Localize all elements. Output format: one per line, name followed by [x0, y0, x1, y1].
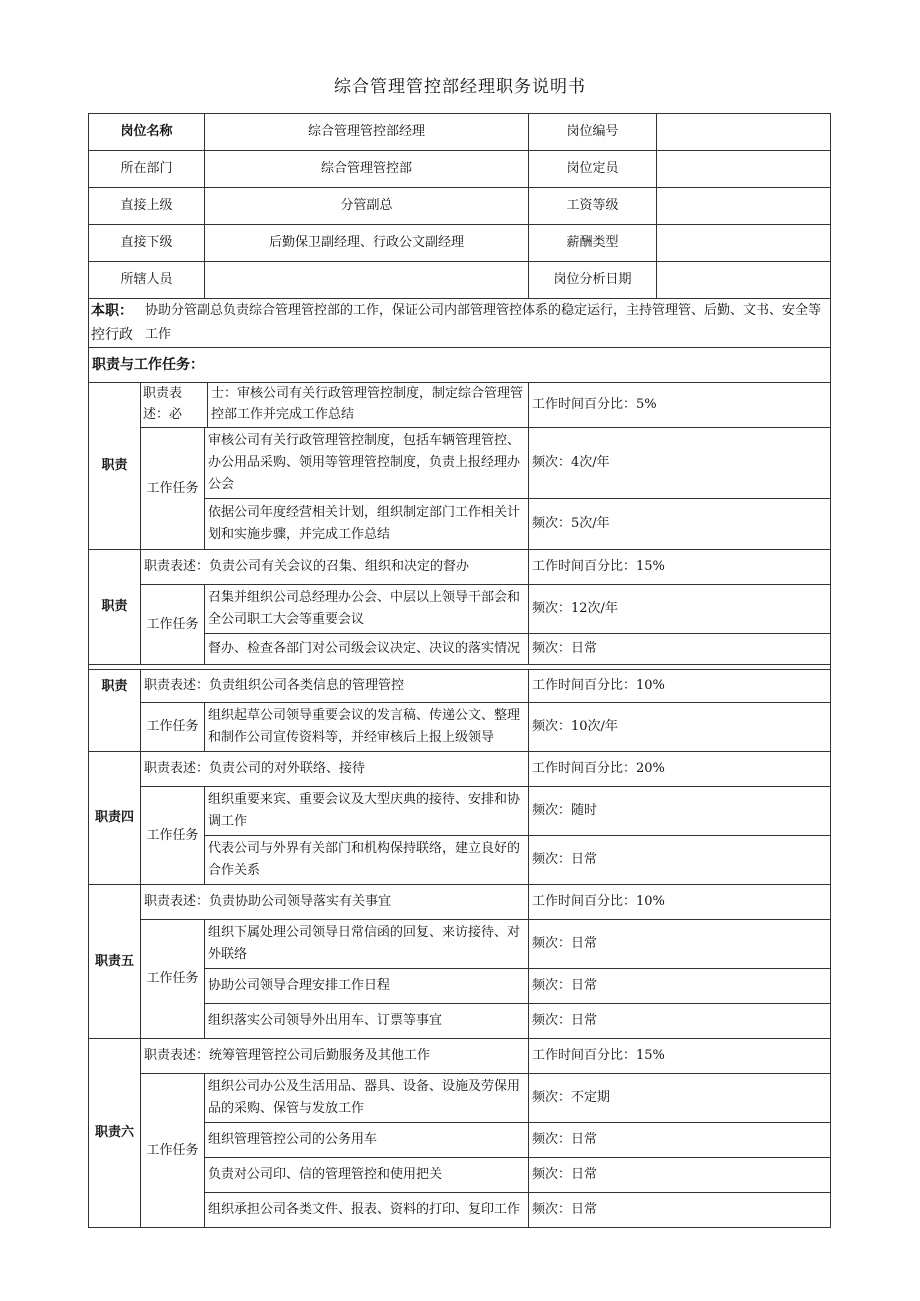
- duty-5-name: 职责五: [89, 885, 141, 1039]
- label-position-name: 岗位名称: [89, 114, 205, 151]
- duty-6-desc: 职责表述：统筹管理管控公司后勤服务及其他工作: [141, 1039, 529, 1074]
- duty-2-percent: 工作时间百分比：15%: [529, 550, 831, 585]
- benzhi-cell: [89, 299, 831, 348]
- value-direct-superior: 分管副总: [205, 188, 529, 225]
- duty-5-desc-row: [89, 885, 831, 920]
- duty-2-task-label: 工作任务: [141, 585, 205, 665]
- duty-6-task-3-freq: 频次：日常: [529, 1158, 831, 1193]
- duty-5-task-2-text: 协助公司领导合理安排工作日程: [205, 969, 529, 1004]
- duty-2-task-2-text: 督办、检查各部门对公司级会议决定、决议的落实情况: [205, 634, 529, 665]
- duty-5-task-1-row: [89, 920, 831, 969]
- duty-5-task-label: 工作任务: [141, 920, 205, 1039]
- section-title-row: [89, 348, 831, 383]
- duty-1-task-1-row: [89, 428, 831, 499]
- duty-1-desc-row: [89, 383, 831, 428]
- duty-2-task-1-freq: 频次：12次/年: [529, 585, 831, 634]
- duty-1-task-1-text: 审核公司有关行政管理管控制度，包括车辆管理管控、办公用品采购、领用等管理管控制度，负责上报经理办公会: [205, 428, 529, 499]
- duty-3-task-1-freq: 频次：10次/年: [529, 703, 831, 752]
- value-staff: [205, 262, 529, 299]
- duty-6-task-1-row: [89, 1074, 831, 1123]
- duty-1-desc-cell: [141, 383, 529, 428]
- value-salary-grade: [657, 188, 831, 225]
- duty-1-task-1-freq: 频次：4次/年: [529, 428, 831, 499]
- document-title: 综合管理管控部经理职务说明书: [334, 77, 586, 97]
- label-headcount: 岗位定员: [529, 151, 657, 188]
- duty-2-name: 职责: [89, 550, 141, 665]
- section-title: 职责与工作任务：: [89, 348, 831, 383]
- benzhi-label: 本职：: [91, 303, 133, 319]
- duty-6-task-2-text: 组织管理管控公司的公务用车: [205, 1123, 529, 1158]
- duty-2-desc: 职责表述：负责公司有关会议的召集、组织和决定的督办: [141, 550, 529, 585]
- duty-2-task-1-text: 召集并组织公司总经理办公会、中层以上领导干部会和全公司职工大会等重要会议: [205, 585, 529, 634]
- duty-1-task-2-freq: 频次：5次/年: [529, 499, 831, 550]
- job-description-table: [88, 113, 831, 1228]
- duty-1-desc-text: 士：审核公司有关行政管理管控制度，制定综合管理管控部工作并完成工作总结: [211, 386, 524, 422]
- duty-1-desc-label: 职责表述：必: [141, 383, 208, 427]
- duty-5-task-3-text: 组织落实公司领导外出用车、订票等事宜: [205, 1004, 529, 1039]
- label-salary-grade: 工资等级: [529, 188, 657, 225]
- header-row-subordinate: [89, 225, 831, 262]
- duty-6-task-3-text: 负责对公司印、信的管理管控和使用把关: [205, 1158, 529, 1193]
- duty-6-task-1-freq: 频次：不定期: [529, 1074, 831, 1123]
- header-row-staff: [89, 262, 831, 299]
- duty-6-task-4-text: 组织承担公司各类文件、报表、资料的打印、复印工作: [205, 1193, 529, 1228]
- duty-5-task-3-freq: 频次：日常: [529, 1004, 831, 1039]
- duty-4-task-2-text: 代表公司与外界有关部门和机构保持联络，建立良好的合作关系: [205, 836, 529, 885]
- duty-3-percent: 工作时间百分比：10%: [529, 670, 831, 703]
- value-analysis-date: [657, 262, 831, 299]
- benzhi-label-overflow: 控行政: [91, 327, 133, 343]
- duty-6-task-label: 工作任务: [141, 1074, 205, 1228]
- duty-3-task-1-text: 组织起草公司领导重要会议的发言稿、传递公文、整理和制作公司宣传资料等，并经审核后上报上级领导: [205, 703, 529, 752]
- header-row-superior: [89, 188, 831, 225]
- duty-3-name: 职责: [89, 670, 141, 752]
- benzhi-text: 协助分管副总负责综合管理管控部的工作，保证公司内部管理管控体系的稳定运行，主持管理管、后勤、文书、安全等工作: [145, 303, 822, 342]
- duty-4-task-2-freq: 频次：日常: [529, 836, 831, 885]
- label-direct-subordinate: 直接下级: [89, 225, 205, 262]
- duty-3-desc: 职责表述：负责组织公司各类信息的管理管控: [141, 670, 529, 703]
- header-row-department: [89, 151, 831, 188]
- label-position-code: 岗位编号: [529, 114, 657, 151]
- duty-4-desc-row: [89, 752, 831, 787]
- duty-6-task-4-freq: 频次：日常: [529, 1193, 831, 1228]
- label-analysis-date: 岗位分析日期: [529, 262, 657, 299]
- duty-5-percent: 工作时间百分比：10%: [529, 885, 831, 920]
- duty-1-percent: 工作时间百分比：5%: [529, 383, 831, 428]
- duty-4-task-1-row: [89, 787, 831, 836]
- duty-3-task-1-row: [89, 703, 831, 752]
- benzhi-row: [89, 299, 831, 348]
- header-row-position-name: [89, 114, 831, 151]
- value-pay-type: [657, 225, 831, 262]
- duty-3-task-label: 工作任务: [141, 703, 205, 752]
- duty-4-percent: 工作时间百分比：20%: [529, 752, 831, 787]
- duty-4-task-1-freq: 频次：随时: [529, 787, 831, 836]
- value-department: 综合管理管控部: [205, 151, 529, 188]
- duty-3-desc-row: [89, 670, 831, 703]
- label-staff: 所辖人员: [89, 262, 205, 299]
- duty-5-task-1-freq: 频次：日常: [529, 920, 831, 969]
- duty-4-task-label: 工作任务: [141, 787, 205, 885]
- duty-4-name: 职责四: [89, 752, 141, 885]
- duty-5-desc: 职责表述：负责协助公司领导落实有关事宜: [141, 885, 529, 920]
- label-department: 所在部门: [89, 151, 205, 188]
- duty-2-task-1-row: [89, 585, 831, 634]
- duty-6-name: 职责六: [89, 1039, 141, 1228]
- value-position-code: [657, 114, 831, 151]
- value-direct-subordinate: 后勤保卫副经理、行政公文副经理: [205, 225, 529, 262]
- label-pay-type: 薪酬类型: [529, 225, 657, 262]
- duty-1-task-2-text: 依据公司年度经营相关计划，组织制定部门工作相关计划和实施步骤，并完成工作总结: [205, 499, 529, 550]
- duty-1-name: 职责: [89, 383, 141, 550]
- duty-6-percent: 工作时间百分比：15%: [529, 1039, 831, 1074]
- duty-6-task-1-text: 组织公司办公及生活用品、器具、设备、设施及劳保用品的采购、保管与发放工作: [205, 1074, 529, 1123]
- value-position-name: 综合管理管控部经理: [205, 114, 529, 151]
- duty-5-task-2-freq: 频次：日常: [529, 969, 831, 1004]
- label-direct-superior: 直接上级: [89, 188, 205, 225]
- duty-5-task-1-text: 组织下属处理公司领导日常信函的回复、来访接待、对外联络: [205, 920, 529, 969]
- duty-2-task-2-freq: 频次：日常: [529, 634, 831, 665]
- duty-4-desc: 职责表述：负责公司的对外联络、接待: [141, 752, 529, 787]
- duty-6-desc-row: [89, 1039, 831, 1074]
- duty-4-task-1-text: 组织重要来宾、重要会议及大型庆典的接待、安排和协调工作: [205, 787, 529, 836]
- duty-6-task-2-freq: 频次：日常: [529, 1123, 831, 1158]
- value-headcount: [657, 151, 831, 188]
- duty-1-task-label: 工作任务: [141, 428, 205, 550]
- duty-2-desc-row: [89, 550, 831, 585]
